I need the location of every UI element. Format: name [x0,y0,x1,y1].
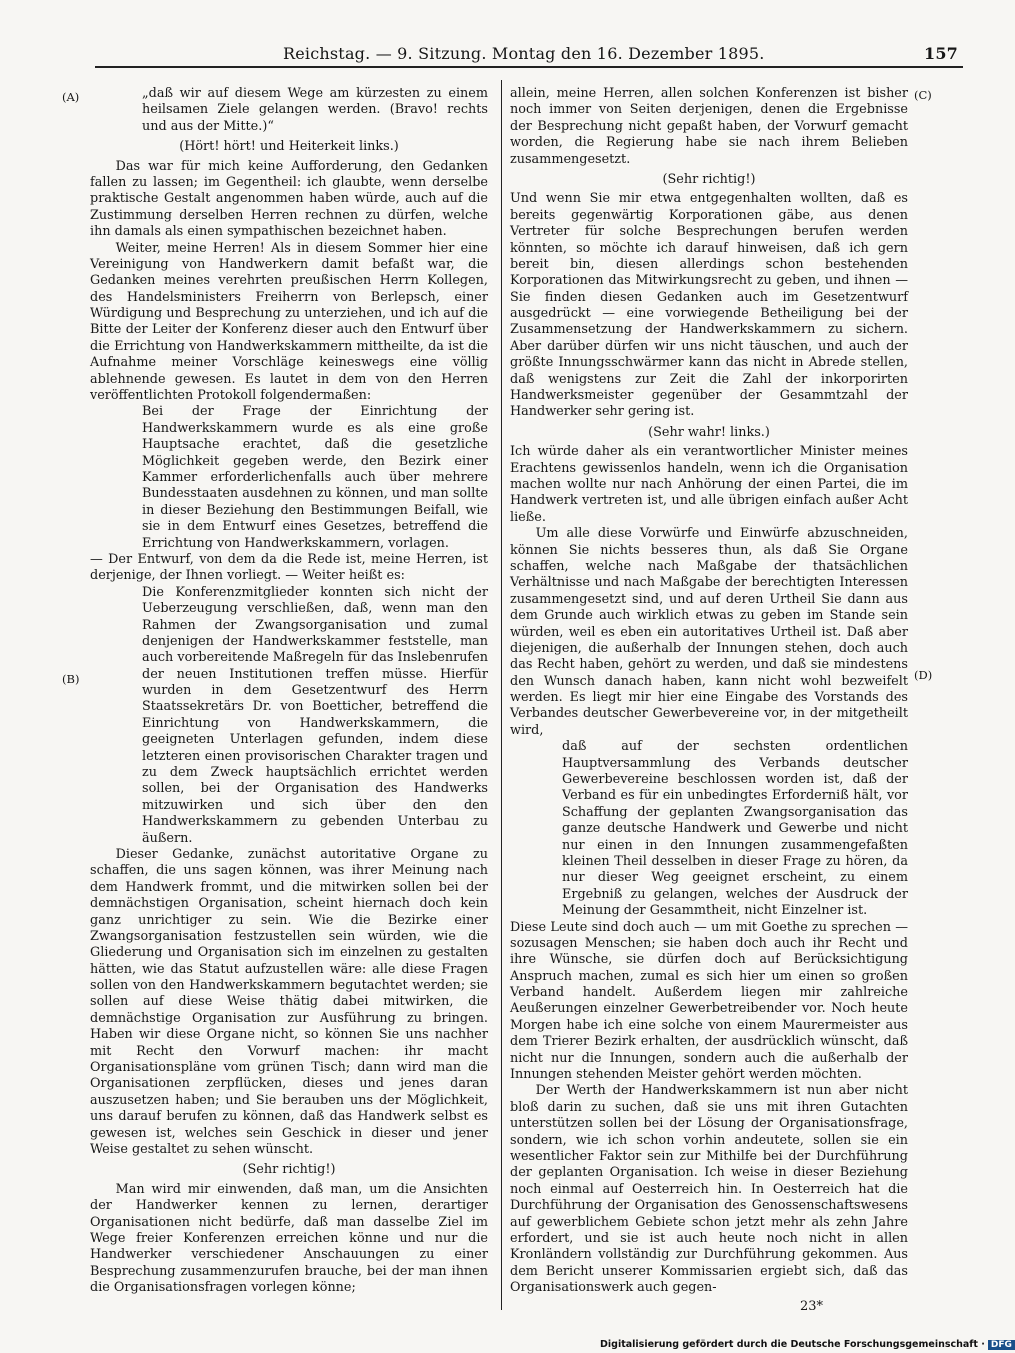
margin-mark-b: (B) [62,672,80,686]
paragraph: Das war für mich keine Aufforderung, den Gedanken fallen zu lassen; im Gegentheil: ich glaubte, wenn derselbe praktische Gestalt angenommen haben würde, auch auf die Zustimmung derselben Herren rechnen zu dürfen, welche ihn damals als einen sympathischen bezeichnet haben. [90,158,488,240]
paragraph: — Der Entwurf, von dem da die Rede ist, meine Herren, ist derjenige, der Ihnen vorliegt. — Weiter heißt es: [90,551,488,584]
paragraph: Und wenn Sie mir etwa entgegenhalten wollten, daß es bereits gegenwärtig Korporationen gäbe, aus denen Vertreter für solche Besprechungen berufen werden könnten, so möchte ich darauf hinweisen, daß ich gern bereit bin, diesen allerdings schon bestehenden Korporationen das Mitwirkungsrecht zu geben, und ihnen — Sie finden diesen Gedanken auch im Gesetzentwurf ausgedrückt — eine vorwiegende Betheiligung bei der Zusammensetzung der Handwerkskammern zu sichern. Aber darüber dürfen wir uns nicht täuschen, und auch der größte Innungsschwärmer kann das nicht in Abrede stellen, daß wenigstens zur Zeit die Zahl der inkorporirten Handwerksmeister gegenüber der Gesammtzahl der Handwerker sehr gering ist. [510,191,908,420]
margin-mark-a: (A) [62,90,80,104]
paragraph: Um alle diese Vorwürfe und Einwürfe abzuschneiden, können Sie nichts besseres thun, als daß Sie Organe schaffen, welche nach Maßgabe der thatsächlichen Verhältnisse und nach Maßgabe der berechtigten Interessen zusammengesetzt sind, und auf deren Urtheil Sie dann aus dem Grunde auch wirklich etwas zu geben im Stande sein würden, weil es eben ein autoritatives Urtheil ist. Daß aber diejenigen, die außerhalb der Innungen stehen, doch auch das Recht haben, gehört zu werden, und daß sie mindestens den Wunsch danach haben, kann nicht wohl bezweifelt werden. Es liegt mir hier eine Eingabe des Vorstands des Verbandes deutscher Gewerbevereine vor, in der mitgetheilt wird, [510,526,908,738]
running-title: Reichstag. — 9. Sitzung. Montag den 16. Dezember 1895. [283,44,765,63]
dfg-logo: DFG [988,1340,1015,1350]
paragraph: Ich würde daher als ein verantwortlicher Minister meines Erachtens gewissenlos handeln, wenn ich die Organisation machen wollte nur nach Anhörung der einen Partei, die im Handwerk vertreten ist, und alle übrigen einfach außer Acht ließe. [510,444,908,525]
column-divider [501,80,502,1310]
interjection: (Sehr richtig!) [242,1162,336,1178]
paragraph: Diese Leute sind doch auch — um mit Goethe zu sprechen — sozusagen Menschen; sie haben doch auch ihr Recht und ihre Wünsche, sie dürfen doch auf Berücksichtigung Anspruch machen, zumal es sich hier um einen so großen Verband handelt. Außerdem liegen mir zahlreiche Aeußerungen einzelner Gewerbetreibender vor. Noch heute Morgen habe ich eine solche von einem Maurermeister aus dem Trierer Bezirk erhalten, der ausdrücklich wünscht, daß nicht nur die Innungen, sondern auch die außerhalb der Innungen stehenden Meister gehört werden möchten. [510,919,908,1083]
interjection: (Sehr richtig!) [662,171,756,187]
paragraph: Dieser Gedanke, zunächst autoritative Organe zu schaffen, die uns sagen können, was ihrer Meinung nach dem Handwerk frommt, und die mitwirken sollen bei der demnächstigen Organisation, scheint hiernach doch kein ganz unrichtiger zu sein. Wie die Bezirke einer Zwangsorganisation festzustellen sein würden, wie die Gliederung und Organisation sich im einzelnen zu gestalten hätten, wie das Statut aufzustellen wäre: alle diese Fragen sollen von den Handwerkskammern begutachtet werden; sie sollen auf diese Weise thätig dabei mitwirken, die demnächstige Organisation zur Ausführung zu bringen. Haben wir diese Organe nicht, so können Sie uns nachher mit Recht den Vorwurf machen: ihr macht Organisationspläne vom grünen Tisch; dann wird man die Organisationen zerpflücken, dieses und jenes daran auszusetzen haben; und Sie berauben uns der Möglichkeit, uns darauf berufen zu können, daß das Handwerk selbst es gewesen ist, welches sein Geschick in dieser und jener Weise gestaltet zu sehen wünscht. [90,846,488,1157]
margin-mark-d: (D) [914,668,933,682]
paragraph: Weiter, meine Herren! Als in diesem Sommer hier eine Vereinigung von Handwerkern damit befaßt war, die Gedanken meines verehrten preußischen Herrn Kollegen, des Handelsministers Freiherrn von Berlepsch, einer Würdigung und Besprechung zu unterziehen, und ich auf die Bitte der Leiter der Konferenz dieser auch den Entwurf über die Errichtung von Handwerkskammern mittheilte, da ist die Aufnahme meiner Vorschläge keineswegs eine völlig ablehnende gewesen. Es lautet in dem von den Herren veröffentlichten Protokoll folgendermaßen: [90,240,488,404]
footer-text: Digitalisierung gefördert durch die Deutsche Forschungsgemeinschaft · [600,1339,985,1350]
margin-mark-c: (C) [914,88,932,102]
quotation: daß auf der sechsten ordentlichen Hauptversammlung des Verbands deutscher Gewerbevereine beschlossen worden ist, daß der Verband es für ein unbedingtes Erforderniß hält, vor Schaffung der geplanten Zwangsorganisation das ganze deutsche Handwerk und Gewerbe und nicht nur einen in den Innungen zusammengefaßten kleinen Theil desselben in dieser Frage zu hören, da nur dieser Weg geeignet erscheint, zu einem Ergebniß zu gelangen, welches der Ausdruck der Meinung der Gesammtheit, nicht Einzelner ist. [562,739,908,919]
page-number: 157 [924,44,958,63]
interjection: (Sehr wahr! links.) [648,424,770,440]
signature-mark: 23* [800,1299,824,1314]
left-column [90,86,488,1297]
paragraph: Der Werth der Handwerkskammern ist nun aber nicht bloß darin zu suchen, daß sie uns mit ihren Gutachten unterstützen sollen bei der Lösung der Organisationsfrage, sondern, wie ich schon vorhin andeutete, sollen sie ein wesentlicher Faktor sein zur Mithilfe bei der Durchführung der geplanten Organisation. Ich weise in dieser Beziehung noch einmal auf Oesterreich hin. In Oesterreich hat die Durchführung der Organisation des Genossenschaftswesens auf gewerblichem Gebiete schon jetzt mehr als zehn Jahre erfordert, und sie ist auch heute noch nicht in allen Kronländern vollständig zur Durchführung gekommen. Aus dem Bericht unserer Kommissarien ergiebt sich, daß das Organisationswerk auch gegen- [510,1083,908,1296]
quotation: Bei der Frage der Einrichtung der Handwerkskammern wurde es als eine große Hauptsache erachtet, daß die gesetzliche Möglichkeit gegeben werde, den Bezirk einer Kammer erforderlichenfalls auch über mehrere Bundesstaaten ausdehnen zu können, und man sollte in dieser Beziehung den Bestimmungen Beifall, wie sie in dem Entwurf eines Gesetzes, betreffend die Errichtung von Handwerkskammern, vorlagen. [142,404,488,551]
header-rule [95,66,963,68]
paragraph: Man wird mir einwenden, daß man, um die Ansichten der Handwerker kennen zu lernen, derartiger Organisationen nicht bedürfe, daß man dasselbe Ziel im Wege freier Konferenzen erreichen könne und nur die Handwerker verschiedener Anschauungen zu einer Besprechung zusammenzurufen brauche, bei der man ihnen die Organisationsfragen vorlegen könne; [90,1181,488,1296]
page-header [95,40,960,62]
paragraph: allein, meine Herren, allen solchen Konferenzen ist bisher noch immer von Seiten derjenigen, denen die Ergebnisse der Besprechung nicht gepaßt haben, der Vorwurf gemacht worden, die Regierung habe sie nach ihrem Belieben zusammengesetzt. [510,86,908,167]
quotation: „daß wir auf diesem Wege am kürzesten zu einem heilsamen Ziele gelangen werden. (Bravo! rechts und aus der Mitte.)“ [142,86,488,134]
quotation: Die Konferenzmitglieder konnten sich nicht der Ueberzeugung verschließen, daß, wenn man den Rahmen der Zwangsorganisation und zumal denjenigen der Handwerkskammer feststelle, man auch vorbereitende Maßregeln für das Inslebenrufen der neuen Institutionen treffen müsse. Hierfür wurden in dem Gesetzentwurf des Herrn Staatssekretärs Dr. von Boetticher, betreffend die Einrichtung von Handwerkskammern, die geeigneten Unterlagen gefunden, indem diese letzteren einen provisorischen Charakter tragen und zu dem Zweck hauptsächlich errichtet werden sollen, bei der Organisation des Handwerks mitzuwirken und sich über den den Handwerkskammern zu gebenden Unterbau zu äußern. [142,584,488,846]
interjection: (Hört! hört! und Heiterkeit links.) [179,139,399,155]
footer-credit [600,1339,1012,1350]
right-column [510,86,908,1297]
